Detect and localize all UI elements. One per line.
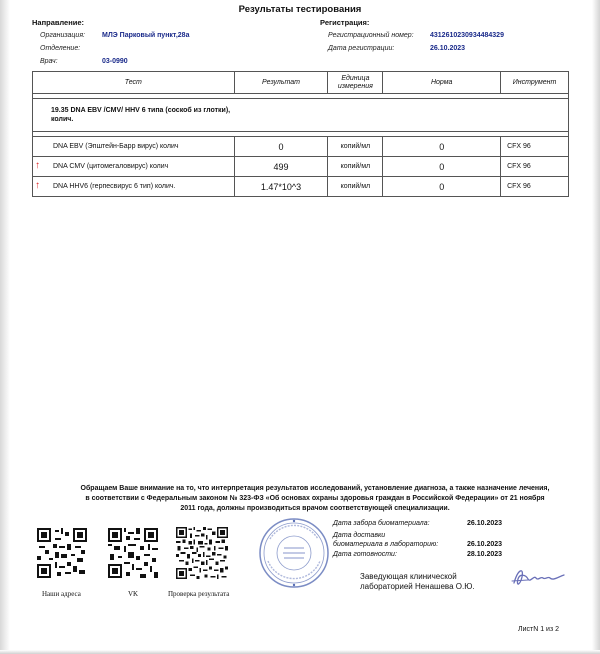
dates-block	[333, 519, 533, 559]
ready-date-value: 28.10.2023	[467, 551, 503, 558]
delivery-date-label-line2: биоматериала в лабораторию:	[333, 541, 439, 548]
table-row	[33, 157, 569, 177]
organization-value: МЛЭ Парковый пункт,28а	[102, 32, 190, 39]
unit-value: копий/мл	[328, 177, 383, 197]
flag-up-arrow-icon: ↑	[35, 160, 40, 171]
header-test: Тест	[33, 72, 235, 94]
results-table	[32, 71, 569, 197]
norm-value: 0	[383, 157, 501, 177]
referral-block	[32, 18, 302, 68]
doctor-value: 03-0990	[102, 58, 128, 65]
laboratory-seal-stamp-icon	[258, 517, 330, 589]
head-of-lab-line1: Заведующая клинической	[360, 572, 457, 581]
collection-date-value: 26.10.2023	[467, 520, 503, 527]
document-title: Результаты тестирования	[238, 4, 362, 15]
instrument-value: CFX 96	[501, 157, 569, 177]
header-instrument: Инструмент	[501, 72, 569, 94]
page-edge-bottom	[0, 650, 600, 654]
collection-date-label: Дата забора биоматериала:	[333, 520, 430, 527]
instrument-value: CFX 96	[501, 137, 569, 157]
registration-block	[320, 18, 570, 55]
unit-value: копий/мл	[328, 157, 383, 177]
department-label: Отделение:	[40, 45, 81, 52]
doctor-label: Врач:	[40, 58, 58, 65]
sheet-number: ЛистN 1 из 2	[518, 626, 560, 633]
qr-code-addresses[interactable]	[37, 528, 87, 578]
registration-heading: Регистрация:	[320, 18, 370, 27]
signature-icon	[508, 563, 568, 591]
page-edge-left	[0, 0, 10, 654]
result-value: 499	[234, 157, 328, 177]
norm-value: 0	[383, 137, 501, 157]
test-name: DNA EBV (Эпштейн-Барр вирус) колич	[53, 143, 179, 150]
delivery-date-value: 26.10.2023	[467, 541, 503, 548]
registration-date-value: 26.10.2023	[430, 45, 466, 52]
delivery-date-label-line1: Дата доставки	[333, 532, 386, 539]
test-name: DNA CMV (цитомегаловирус) колич	[53, 163, 169, 170]
ready-date-label: Дата готовности:	[333, 551, 397, 558]
flag-up-arrow-icon: ↑	[35, 180, 40, 191]
norm-value: 0	[383, 177, 501, 197]
head-of-lab-line2: лабораторией Ненашева О.Ю.	[360, 582, 475, 591]
test-group-row	[33, 99, 569, 132]
registration-number-value: 4312610230934484329	[430, 32, 504, 39]
qr-label-addresses: Наши адреса	[42, 590, 81, 598]
unit-value: копий/мл	[328, 137, 383, 157]
header-result: Результат	[234, 72, 328, 94]
registration-date-label: Дата регистрации:	[328, 45, 395, 52]
test-group-title: 19.35 DNA EBV /CMV/ HHV 6 типа (соскоб из глотки), колич.	[51, 107, 231, 123]
head-of-laboratory	[360, 572, 520, 592]
qr-code-check-result[interactable]	[176, 527, 228, 579]
table-row	[33, 137, 569, 157]
table-row	[33, 177, 569, 197]
registration-number-label: Регистрационный номер:	[328, 32, 414, 39]
table-header-row	[33, 72, 569, 94]
page-edge-right	[592, 0, 600, 654]
qr-code-vk[interactable]	[108, 528, 158, 578]
header-unit: Единица измерения	[328, 72, 383, 94]
result-value: 1.47*10^3	[234, 177, 328, 197]
qr-label-check-result: Проверка результата	[168, 590, 230, 598]
organization-label: Организация:	[40, 32, 85, 39]
result-value: 0	[234, 137, 328, 157]
legal-notice: Обращаем Ваше внимание на то, что интерпретация результатов исследований, установление диагноза, а также назначение лечения, в соответствии с Федеральным законом № 323-ФЗ «Об основах охраны здоровья граждан в Российской Федерации» от 21 ноября 2011 года, должны производиться врачом соответствующей специализации.	[80, 485, 550, 512]
test-name: DNA HHV6 (герпесвирус 6 тип) колич.	[53, 183, 176, 190]
qr-label-vk: VK	[128, 590, 139, 598]
header-norm: Норма	[383, 72, 501, 94]
referral-heading: Направление:	[32, 18, 85, 27]
instrument-value: CFX 96	[501, 177, 569, 197]
